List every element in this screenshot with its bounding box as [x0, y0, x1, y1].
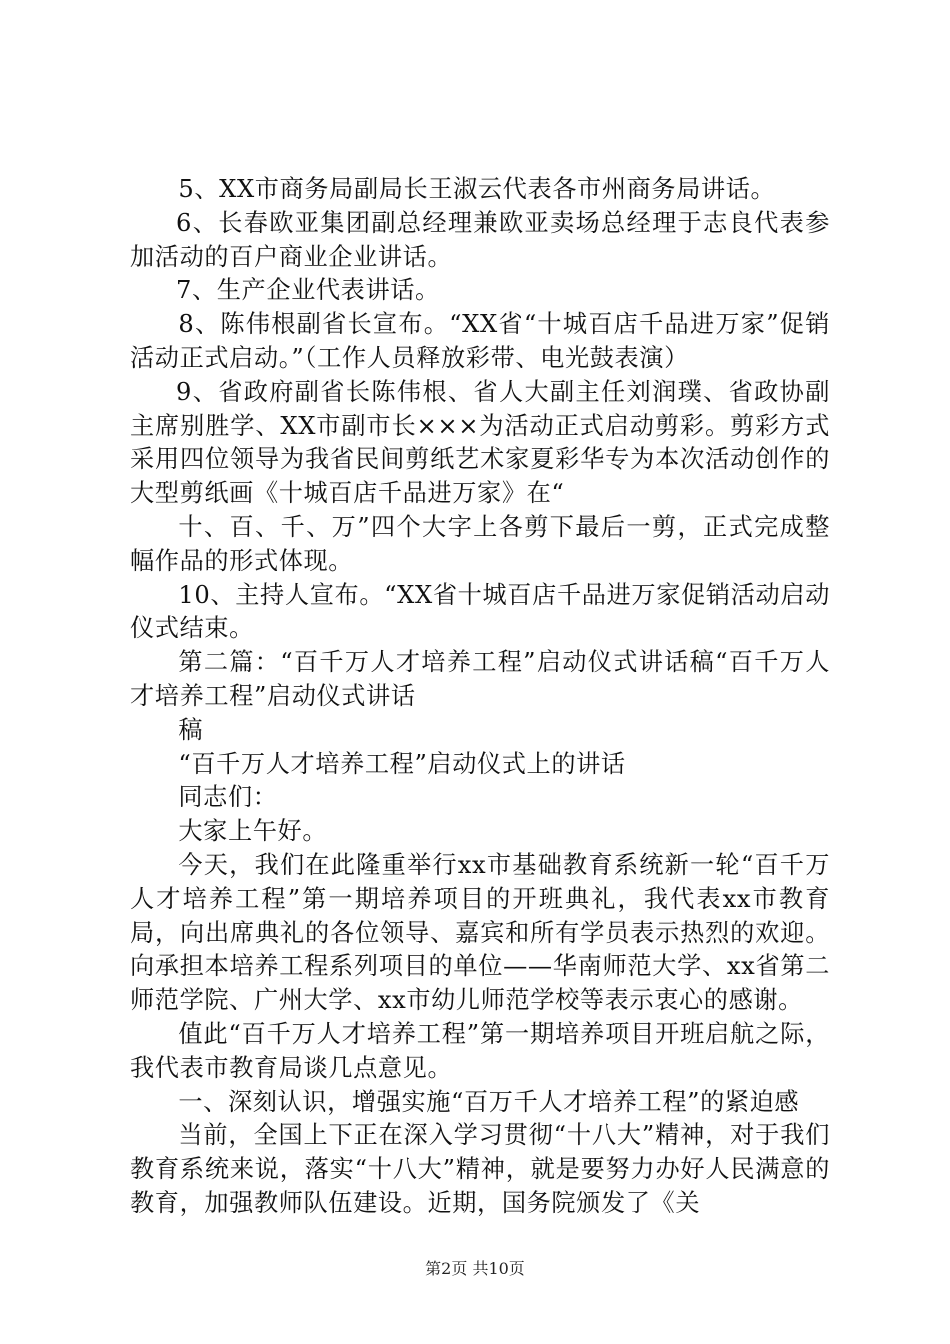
paragraph-item-9: 9、省政府副省长陈伟根、省人大副主任刘润璞、省政协副主席别胜学、XX市副市长×××为活动正式启动剪彩。剪彩方式采用四位领导为我省民间剪纸艺术家夏彩华专为本次活动创作的大型剪纸画《十城百店千品进万家》在“: [130, 377, 830, 508]
speech-title: “百千万人才培养工程”启动仪式上的讲话: [178, 749, 626, 778]
speech-welcome-paragraph: 今天，我们在此隆重举行xx市基础教育系统新一轮“百千万人才培养工程”第一期培养项目的开班典礼，我代表xx市教育局，向出席典礼的各位领导、嘉宾和所有学员表示热烈的欢迎。向承担本培养工程系列项目的单位——华南师范大学、xx省第二师范学院、广州大学、xx市幼儿师范学校等表示衷心的感谢。: [130, 850, 830, 1015]
section-heading-part-two-tail: 稿: [178, 715, 204, 744]
paragraph-item-7: 7、生产企业代表讲话。: [175, 276, 440, 305]
document-body: [130, 173, 830, 1221]
paragraph-item-6: 6、长春欧亚集团副总经理兼欧亚卖场总经理于志良代表参加活动的百户商业企业讲话。: [130, 208, 830, 271]
speech-greeting: 大家上午好。: [178, 817, 328, 846]
paragraph-item-10: 10、主持人宣布。“XX省十城百店千品进万家促销活动启动仪式结束。: [130, 580, 830, 643]
page-number-footer: 第2页 共10页: [425, 1259, 525, 1278]
speech-opinion-intro: 值此“百千万人才培养工程”第一期培养项目开班启航之际，我代表市教育局谈几点意见。: [130, 1019, 830, 1082]
paragraph-item-8: 8、陈伟根副省长宣布。“XX省“十城百店千品进万家”促销活动正式启动。”（工作人员释放彩带、电光鼓表演）: [130, 310, 830, 372]
paragraph-item-5: 5、XX市商务局副局长王淑云代表各市州商务局讲话。: [178, 175, 776, 203]
section-heading-part-two: 第二篇：“百千万人才培养工程”启动仪式讲话稿“百千万人才培养工程”启动仪式讲话: [130, 648, 830, 710]
paragraph-item-9-continued: 十、百、千、万”四个大字上各剪下最后一剪，正式完成整幅作品的形式体现。: [130, 512, 830, 575]
speech-section-one-body: 当前，全国上下正在深入学习贯彻“十八大”精神，对于我们教育系统来说，落实“十八大”精神，就是要努力办好人民满意的教育，加强教师队伍建设。近期，国务院颁发了《关: [130, 1121, 830, 1217]
speech-section-one-heading: 一、深刻认识，增强实施“百万千人才培养工程”的紧迫感: [178, 1087, 800, 1116]
speech-salutation: 同志们：: [178, 783, 278, 812]
